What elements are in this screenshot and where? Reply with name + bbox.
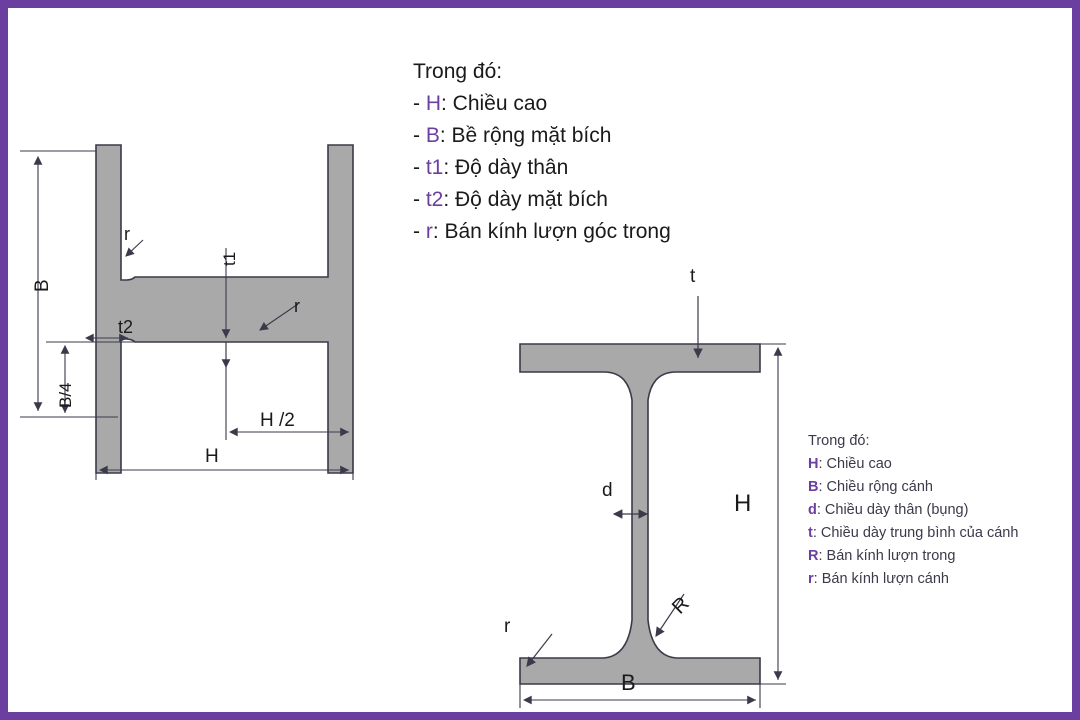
legend-bottom-symbol-B: B [808, 479, 819, 495]
label-r-lower: r [294, 296, 300, 316]
label-r-upper: r [124, 224, 130, 244]
label-B-quarter: B/4 [56, 382, 75, 408]
label-t1: t1 [220, 251, 239, 266]
legend-bottom-item-d [808, 499, 1068, 522]
legend-top-text-H: : Chiều cao [441, 92, 548, 115]
legend-top-text-r: : Bán kính lượn góc trong [432, 220, 671, 243]
legend-top-heading: Trong đó: [413, 60, 503, 83]
legend-top-dash-4: - [413, 220, 426, 243]
label-t2: t2 [118, 317, 134, 337]
legend-top-item-r [413, 216, 813, 248]
legend-bottom-item-H [808, 453, 1068, 476]
legend-top-symbol-r: r [425, 220, 433, 243]
legend-top-dash-1: - [413, 124, 426, 147]
legend-bottom-text-B: : Chiều rộng cánh [818, 479, 933, 495]
label-H-right: H [734, 490, 752, 517]
legend-bottom-item-R [808, 545, 1068, 568]
label-r-right: r [504, 616, 511, 637]
legend-top-dash-0: - [413, 92, 426, 115]
legend-top-symbol-B: B [425, 124, 440, 147]
label-R: R [668, 592, 694, 619]
legend-top-item-B [413, 120, 813, 152]
legend-bottom-symbol-H: H [808, 456, 819, 472]
legend-top-text-t1: : Độ dày thân [443, 156, 569, 179]
legend-bottom-symbol-d: d [808, 502, 817, 518]
legend-bottom-heading: Trong đó: [808, 433, 870, 449]
legend-top-dash-2: - [413, 156, 426, 179]
dimension-B-right [520, 684, 760, 708]
legend-top-text-t2: : Độ dày mặt bích [443, 188, 608, 211]
legend-bottom-item-t [808, 522, 1068, 545]
label-t: t [690, 266, 696, 287]
legend-bottom-text-d: : Chiều dày thân (bụng) [816, 502, 969, 518]
label-H-left: H [205, 446, 219, 467]
legend-bottom-symbol-R: R [808, 548, 819, 564]
legend-top-text-B: : Bề rộng mặt bích [439, 124, 612, 147]
label-d: d [602, 480, 613, 501]
legend-bottom-text-r: : Bán kính lượn cánh [813, 571, 949, 587]
legend-bottom-symbol-t: t [808, 525, 813, 541]
label-B-right: B [621, 670, 636, 695]
legend-bottom-item-r [808, 568, 1068, 591]
legend-bottom-symbol-r: r [808, 571, 814, 587]
legend-top-dash-3: - [413, 188, 426, 211]
legend-top-item-t1 [413, 152, 813, 184]
legend-top [413, 56, 813, 248]
label-H-half: H /2 [260, 410, 295, 431]
legend-top-symbol-t1: t1 [425, 156, 444, 179]
legend-top-item-t2 [413, 184, 813, 216]
legend-top-item-H [413, 88, 813, 120]
legend-bottom-text-R: : Bán kính lượn trong [818, 548, 956, 564]
legend-bottom [808, 430, 1068, 591]
dimension-H [96, 470, 353, 480]
label-B: B [32, 279, 53, 292]
left-beam-shape [96, 145, 353, 473]
diagram-canvas [8, 8, 1072, 712]
legend-bottom-text-t: : Chiều dày trung bình của cánh [812, 525, 1019, 541]
legend-top-symbol-H: H [425, 92, 441, 115]
dimension-H-right [760, 344, 786, 684]
legend-top-symbol-t2: t2 [425, 188, 444, 211]
legend-bottom-item-B [808, 476, 1068, 499]
legend-bottom-text-H: : Chiều cao [818, 456, 892, 472]
